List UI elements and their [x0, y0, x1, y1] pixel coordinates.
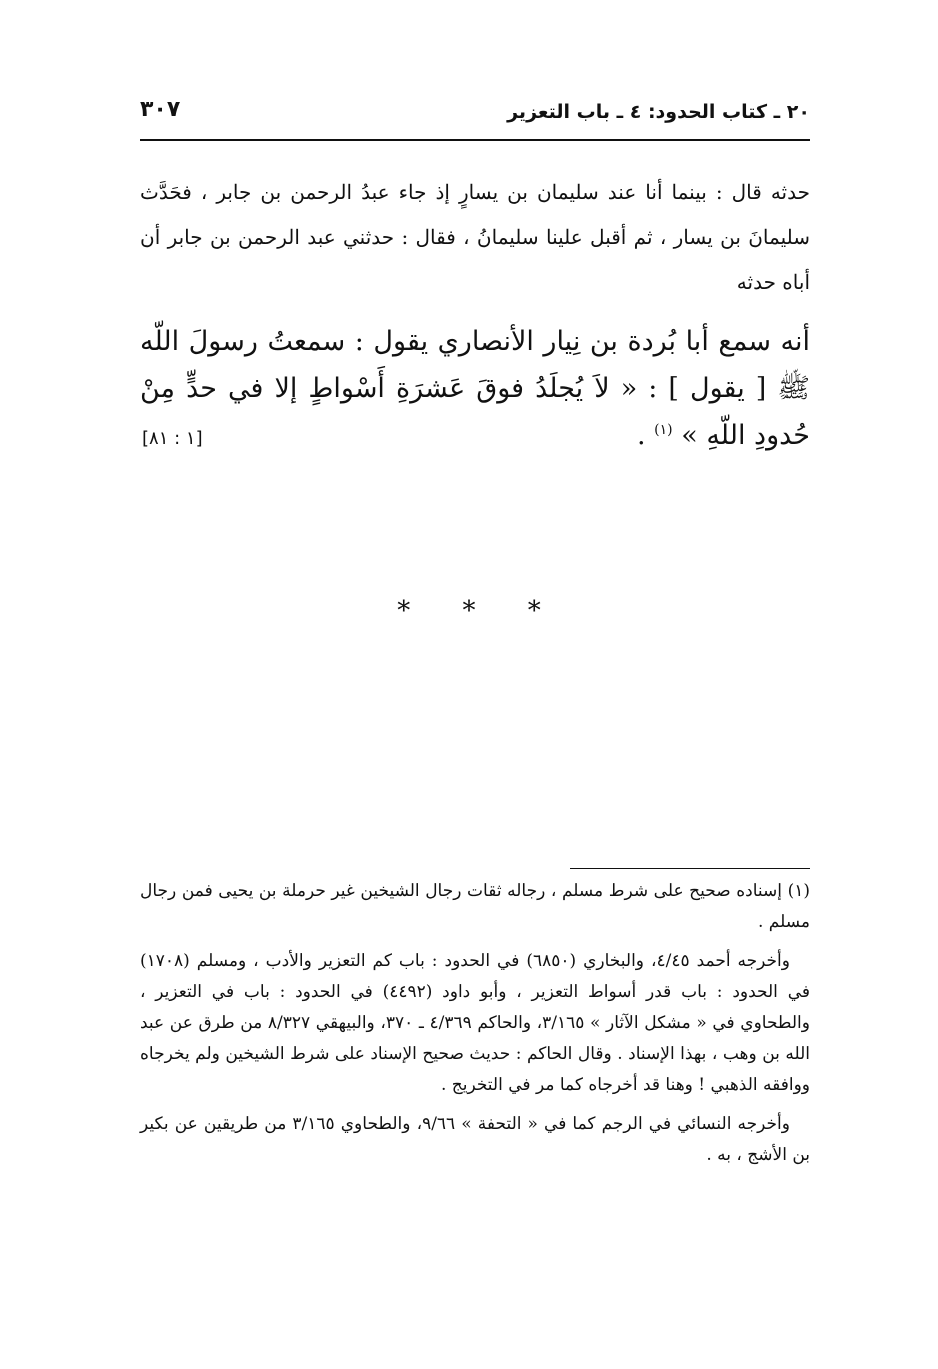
- page-number: ٣٠٧: [140, 97, 181, 122]
- footnote-1: (١) إسناده صحيح على شرط مسلم ، رجاله ثقات رجال الشيخين غير حرملة بن يحيى فمن رجال مسلم .: [140, 881, 810, 932]
- hadith-body: [140, 318, 810, 459]
- footnote-marker[interactable]: (١): [654, 422, 673, 438]
- hadith-end-punctuation: .: [637, 420, 655, 451]
- footnote-divider: [570, 868, 810, 869]
- hadith-paragraph: [140, 318, 810, 459]
- footnote-takhrij: وأخرجه أحمد ٤/٤٥، والبخاري (٦٨٥٠) في الحدود : باب كم التعزير والأدب ، ومسلم (١٧٠٨) في الحدود : باب قدر أسواط التعزير ، وأبو داود (٤٤٩٢) في الحدود : باب في التعزير ، والطحاوي في « مشكل الآثار » ٣/١٦٥، والحاكم ٤/٣٦٩ ـ ٣٧٠، والبيهقي ٨/٣٢٧ من طرق عن عبد الله بن وهب ، بهذا الإسناد . وقال الحاكم : حديث صحيح الإسناد على شرط الشيخين ولم يخرجاه ووافقه الذهبي ! وهنا قد أخرجاه كما مر في التخريج .: [140, 951, 810, 1095]
- footnotes-section: [140, 876, 810, 1179]
- hadith-text: أنه سمع أبا بُردة بن نِيار الأنصاري يقول : سمعتُ رسولَ اللّه ﷺ [ يقول ] : « لاَ يُجلَدُ فوقَ عَشرَةِ أَسْواطٍ إلا في حدٍّ مِنْ حُدودِ اللّهِ »: [140, 326, 810, 451]
- isnad-paragraph: [140, 170, 810, 305]
- header-divider: [140, 139, 810, 141]
- section-separator: * * *: [397, 596, 563, 626]
- chapter-title: ٢٠ ـ كتاب الحدود: ٤ ـ باب التعزير: [507, 101, 810, 123]
- page-header: [140, 95, 810, 135]
- isnad-text: حدثه قال : بينما أنا عند سليمان بن يسارٍ إذ جاء عبدُ الرحمن بن جابر ، فحَدَّث سليمانَ بن يسار ، ثم أقبل علينا سليمانُ ، فقال : حدثني عبد الرحمن بن جابر أن أباه حدثه: [140, 180, 810, 294]
- hadith-reference: [١ : ٨١]: [142, 428, 203, 449]
- footnote-nasai: وأخرجه النسائي في الرجم كما في « التحفة » ٩/٦٦، والطحاوي ٣/١٦٥ من طريقين عن بكير بن الأشج ، به .: [140, 1114, 810, 1165]
